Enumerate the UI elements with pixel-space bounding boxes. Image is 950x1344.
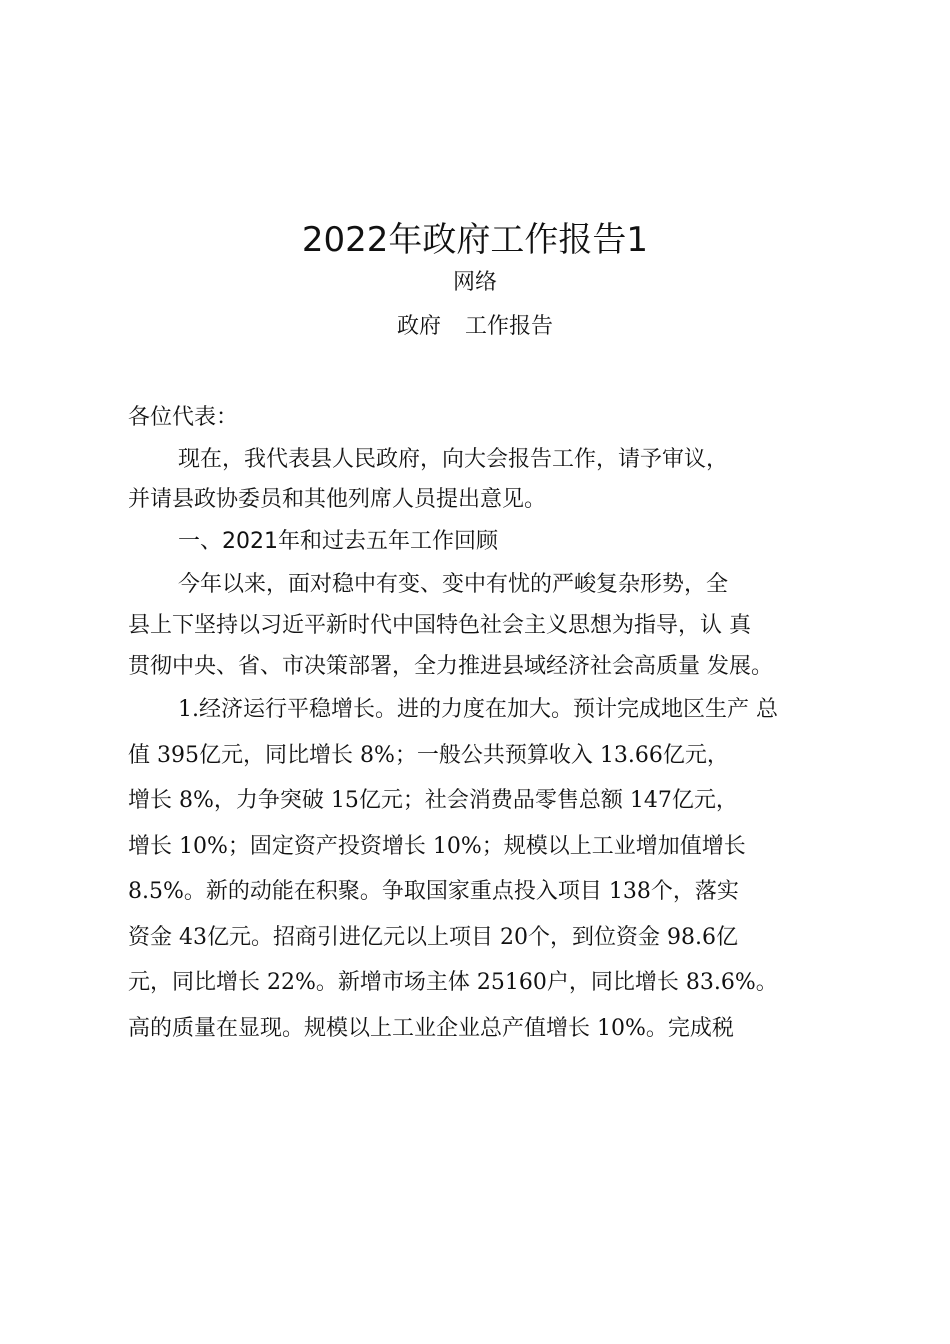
text-line: 今年以来，面对稳中有变、变中有忧的严峻复杂形势，全 [178, 572, 729, 597]
text-line: 资金 43亿元。招商引进亿元以上项目 20个，到位资金 98.6亿 [128, 924, 738, 950]
paragraph [128, 687, 828, 1051]
section-heading: 一、2021年和过去五年工作回顾 [178, 529, 498, 554]
text-line: 1.经济运行平稳增长。进的力度在加大。预计完成地区生产 总 [178, 697, 778, 722]
text-line: 高的质量在显现。规模以上工业企业总产值增长 10%。完成税 [128, 1015, 734, 1041]
text-line: 贯彻中央、省、市决策部署，全力推进县域经济社会高质量 发展。 [128, 654, 773, 679]
document-body [128, 396, 828, 1051]
text-line: 元，同比增长 22%。新增市场主体 25160户，同比增长 83.6%。 [128, 970, 778, 995]
document-source: 网络 [452, 270, 497, 295]
document-title: 2022年政府工作报告1 [301, 220, 649, 260]
text-line: 增长 8%，力争突破 15亿元；社会消费品零售总额 147亿元， [128, 788, 738, 813]
document-keywords [0, 312, 950, 342]
paragraph [128, 564, 828, 687]
salutation: 各位代表： [128, 405, 239, 430]
text-line: 并请县政协委员和其他列席人员提出意见。 [128, 487, 547, 512]
text-line: 县上下坚持以习近平新时代中国特色社会主义思想为指导，认 真 [128, 613, 751, 638]
text-line: 现在，我代表县人民政府，向大会报告工作，请予审议， [178, 447, 729, 472]
text-line: 增长 10%；固定资产投资增长 10%；规模以上工业增加值增长 [128, 833, 746, 859]
keyword: 工作报告 [465, 314, 554, 339]
text-line: 值 395亿元，同比增长 8%；一般公共预算收入 13.66亿元， [128, 742, 729, 768]
keyword: 政府 [396, 314, 441, 339]
intro-paragraph [128, 440, 828, 520]
text-line: 8.5%。新的动能在积聚。争取国家重点投入项目 138个，落实 [128, 879, 739, 904]
